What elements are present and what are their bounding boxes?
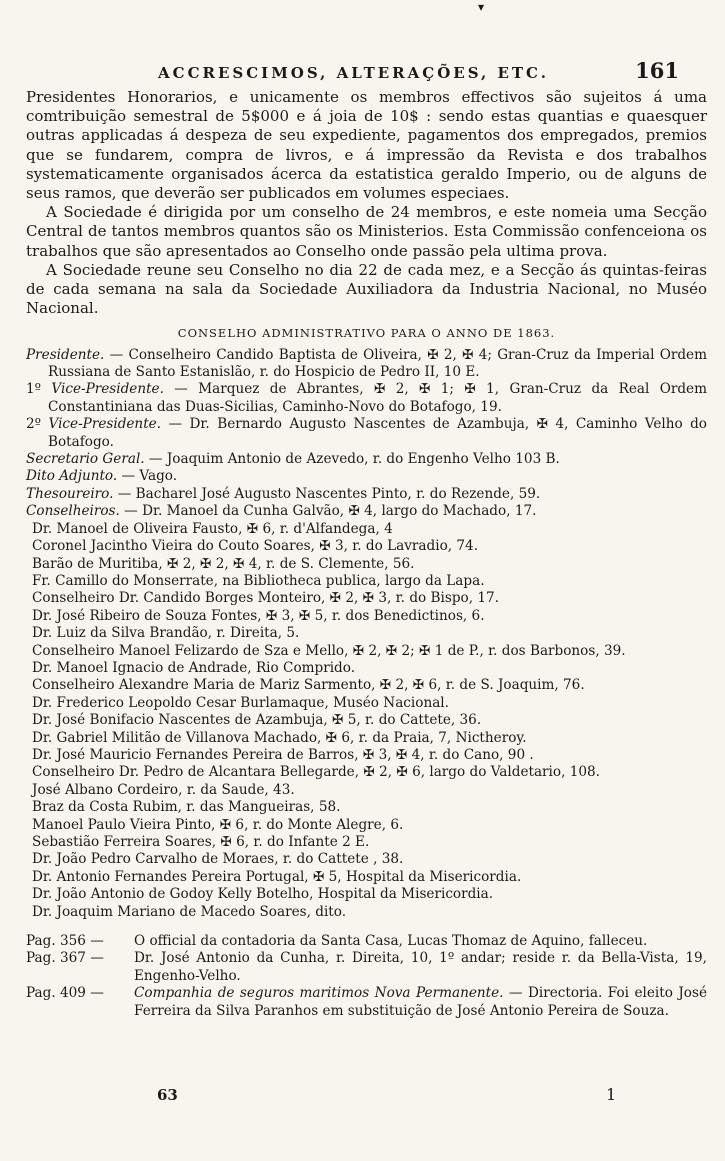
signature-mark: 63 [157,1086,178,1104]
note-entry [26,950,707,985]
officer-entry [26,416,707,451]
note-text: O official da contadoria da Santa Casa, Lucas Thomaz de Aquino, falleceu. [134,933,648,950]
page-header [40,58,685,88]
member-entry: Sebastião Ferreira Soares, ✠ 6, r. do Infante 2 E. [32,834,370,851]
officer-text: — Joaquim Antonio de Azevedo, r. do Engenho Velho 103 B. [144,451,560,468]
member-entry: Dr. Frederico Leopoldo Cesar Burlamaque, Muséo Nacional. [32,694,449,711]
member-entry: Dr. Luiz da Silva Brandão, r. Direita, 5. [32,625,300,642]
officer-text: — Dr. Bernardo Augusto Nascentes de Azambuja, ✠ 4, Caminho Velho do Botafogo. [48,416,707,450]
member-entry: Dr. Manoel Ignacio de Andrade, Rio Comprido. [32,659,356,676]
officer-entry [26,503,707,520]
officer-entry [26,451,707,468]
note-page: Pag. 367 — [26,950,104,967]
officer-entry [26,381,707,416]
officer-entry [26,486,707,503]
officer-role: Conselheiros. [26,503,120,520]
member-entry: Dr. João Antonio de Godoy Kelly Botelho, Hospital da Misericordia. [32,886,494,903]
note-body [134,985,707,1020]
council-list [26,347,707,921]
member-entry: Coronel Jacintho Vieira do Couto Soares, ✠ 3, r. do Lavradio, 74. [32,538,479,555]
council-title: CONSELHO ADMINISTRATIVO PARA O ANNO DE 1863. [177,326,556,341]
addenda-notes [26,933,707,1020]
officer-role: Thesoureiro. [26,485,114,502]
note-entry [26,985,707,1020]
officer-prefix: 2º [26,416,49,433]
top-mark: ▾ [478,0,485,14]
officer-text: — Dr. Manoel da Cunha Galvão, ✠ 4, largo do Machado, 17. [119,503,537,520]
note-text: — Directoria. Foi eleito José Ferreira da Silva Paranhos em substituição de José Antonio Pereira de Souza. [134,985,707,1019]
member-entry: Braz da Costa Rubim, r. das Mangueiras, 58. [32,799,341,816]
note-page: Pag. 356 — [26,933,104,950]
officer-entry [26,468,707,485]
officer-text: — Vago. [117,468,178,485]
paragraph-3: A Sociedade reune seu Conselho no dia 22 de cada mez, e a Secção ás quintas-feiras de cada semana na sala da Sociedade Auxiliadora da Industria Nacional, no Muséo Nacional. [26,260,707,318]
member-entry: Dr. José Ribeiro de Souza Fontes, ✠ 3, ✠ 5, r. dos Benedictinos, 6. [32,607,485,624]
note-entry [26,933,707,950]
margin-mark: 1 [606,1085,617,1104]
note-text: Dr. José Antonio da Cunha, r. Direita, 10, 1º andar; reside r. da Bella-Vista, 19, Engenho-Velho. [134,950,707,984]
officer-role: Vice-Presidente. [48,416,162,433]
member-entry: Conselheiro Alexandre Maria de Mariz Sarmento, ✠ 2, ✠ 6, r. de S. Joaquim, 76. [32,677,585,694]
member-entry: Dr. Manoel de Oliveira Fausto, ✠ 6, r. d'Alfandega, 4 [32,520,393,537]
member-entry: Barão de Muritiba, ✠ 2, ✠ 2, ✠ 4, r. de S. Clemente, 56. [32,555,415,572]
officer-prefix: 1º [26,381,52,398]
member-entry: Dr. Gabriel Militão de Villanova Machado, ✠ 6, r. da Praia, 7, Nictheroy. [32,729,527,746]
member-entry: Conselheiro Manoel Felizardo de Sza e Mello, ✠ 2, ✠ 2; ✠ 1 de P., r. dos Barbonos, 39. [32,642,626,659]
officer-role: Secretario Geral. [26,451,145,468]
member-entry: Manoel Paulo Vieira Pinto, ✠ 6, r. do Monte Alegre, 6. [32,816,404,833]
member-entry: Fr. Camillo do Monserrate, na Bibliotheca publica, largo da Lapa. [32,572,485,589]
officer-entry [26,347,707,382]
note-page: Pag. 409 — [26,985,104,1002]
member-entry: Dr. José Bonifacio Nascentes de Azambuja, ✠ 5, r. do Cattete, 36. [32,712,482,729]
officer-text: — Conselheiro Candido Baptista de Oliveira, ✠ 2, ✠ 4; Gran-Cruz da Imperial Ordem Russiana de Santo Estanislão, r. do Hospicio de Pedro II, 10 E. [48,346,707,381]
member-entry: Dr. José Mauricio Fernandes Pereira de Barros, ✠ 3, ✠ 4, r. do Cano, 90 . [32,746,534,763]
officer-text: — Bacharel José Augusto Nascentes Pinto, r. do Rezende, 59. [113,485,541,502]
officer-text: — Marquez de Abrantes, ✠ 2, ✠ 1; ✠ 1, Gran-Cruz da Real Ordem Constantiniana das Duas-Sicilias, Caminho-Novo do Botafogo, 19. [48,381,707,415]
member-entry: Dr. Joaquim Mariano de Macedo Soares, dito. [32,903,347,920]
member-entry: Dr. João Pedro Carvalho de Moraes, r. do Cattete , 38. [32,851,404,868]
member-entry: Conselheiro Dr. Pedro de Alcantara Bellegarde, ✠ 2, ✠ 6, largo do Valdetario, 108. [32,764,600,781]
page-body [26,88,707,1020]
page-number: 161 [635,58,679,83]
member-entry: Dr. Antonio Fernandes Pereira Portugal, ✠ 5, Hospital da Misericordia. [32,868,522,885]
member-entry: José Albano Cordeiro, r. da Saude, 43. [32,781,295,798]
paragraph-2: A Sociedade é dirigida por um conselho de 24 membros, e este nomeia uma Secção Central de tantos membros quantos são os Ministerios. Esta Commissão confenceiona os trabalhos que são apresentados ao Conselho onde passão pela ultima prova. [26,203,707,260]
paragraph-1: Presidentes Honorarios, e unicamente os membros effectivos são sujeitos á uma comtribuição semestral de 5$000 e á joia de 10$ : sendo estas quantias e quaesquer outras applicadas á despeza de seu expediente, pagamentos dos empregados, premios que se fundarem, compra de livros, e á impressão da Revista e dos trabalhos systematicamente organisados ácerca da estatistica geraldo Imperio, ou de alguns de seus ramos, que deverão ser publicados em volumes especiaes. [26,88,707,203]
officer-role: Presidente. [26,346,105,363]
note-italic: Companhia de seguros maritimos Nova Permanente. [134,985,504,1002]
officer-role: Vice-Presidente. [51,381,164,398]
running-title: ACCRESCIMOS, ALTERAÇÕES, ETC. [158,64,549,82]
officer-role: Dito Adjunto. [26,468,118,485]
member-entry: Conselheiro Dr. Candido Borges Monteiro, ✠ 2, ✠ 3, r. do Bispo, 17. [32,590,499,607]
